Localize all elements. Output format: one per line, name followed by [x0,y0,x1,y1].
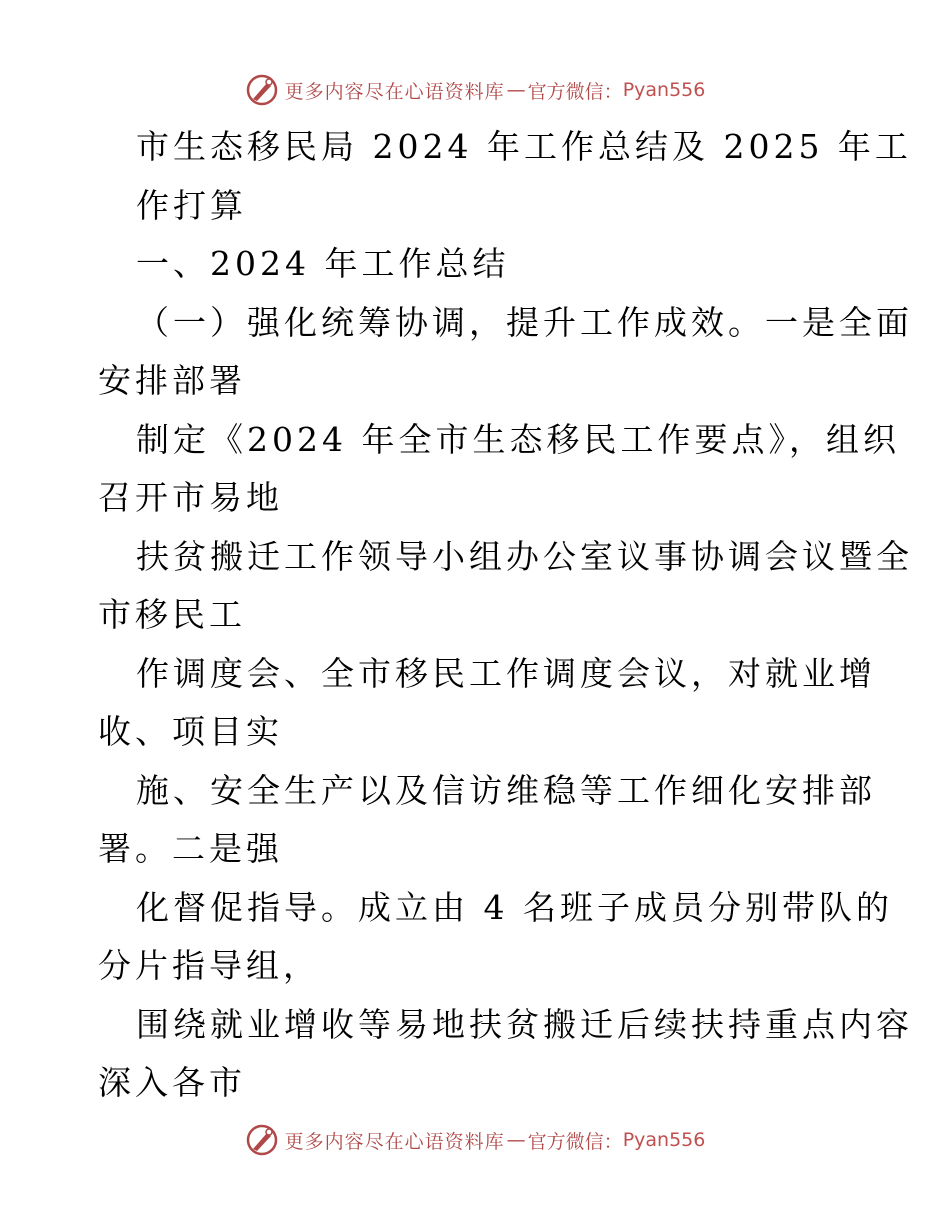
doc-line: 作打算 [136,185,247,225]
pen-seal-icon [245,1123,279,1157]
doc-line: 作调度会、全市移民工作调度会议，对就业增 [136,653,876,693]
doc-line: 安排部署 [98,361,246,400]
watermark-wechat-id: Pyan556 [622,1129,706,1151]
doc-line: （一）强化统筹协调，提升工作成效。一是全面 [136,302,913,342]
doc-line: 收、项目实 [98,712,283,751]
watermark-separator: — [506,1129,526,1151]
watermark-text: 更多内容尽在心语资料库 [284,80,505,103]
doc-line: 围绕就业增收等易地扶贫搬迁后续扶持重点内容 [136,1004,913,1044]
doc-line: 署。二是强 [98,829,283,868]
doc-line: 市生态移民局 2024 年工作总结及 2025 年工 [136,127,912,166]
pen-seal-icon [245,73,279,107]
watermark-wechat-id: Pyan556 [622,79,706,101]
doc-line: 市移民工 [98,595,246,634]
doc-line: 施、安全生产以及信访维稳等工作细化安排部 [136,770,876,810]
doc-line: 召开市易地 [98,478,283,517]
footer-watermark [0,1120,950,1160]
watermark-separator: — [506,79,526,101]
watermark-wechat-label: 官方微信： [527,1130,623,1153]
document-body [98,118,913,1113]
watermark-text: 更多内容尽在心语资料库 [284,1130,505,1153]
doc-line: 深入各市 [98,1063,246,1102]
watermark-wechat-label: 官方微信： [527,80,623,103]
doc-line: 扶贫搬迁工作领导小组办公室议事协调会议暨全 [136,536,913,576]
doc-line: 一、2024 年工作总结 [136,244,510,283]
doc-line: 分片指导组， [98,946,320,985]
doc-line: 制定《2024 年全市生态移民工作要点》，组织 [136,419,900,459]
header-watermark [0,70,950,110]
doc-line: 化督促指导。成立由 4 名班子成员分别带队的 [136,887,893,927]
